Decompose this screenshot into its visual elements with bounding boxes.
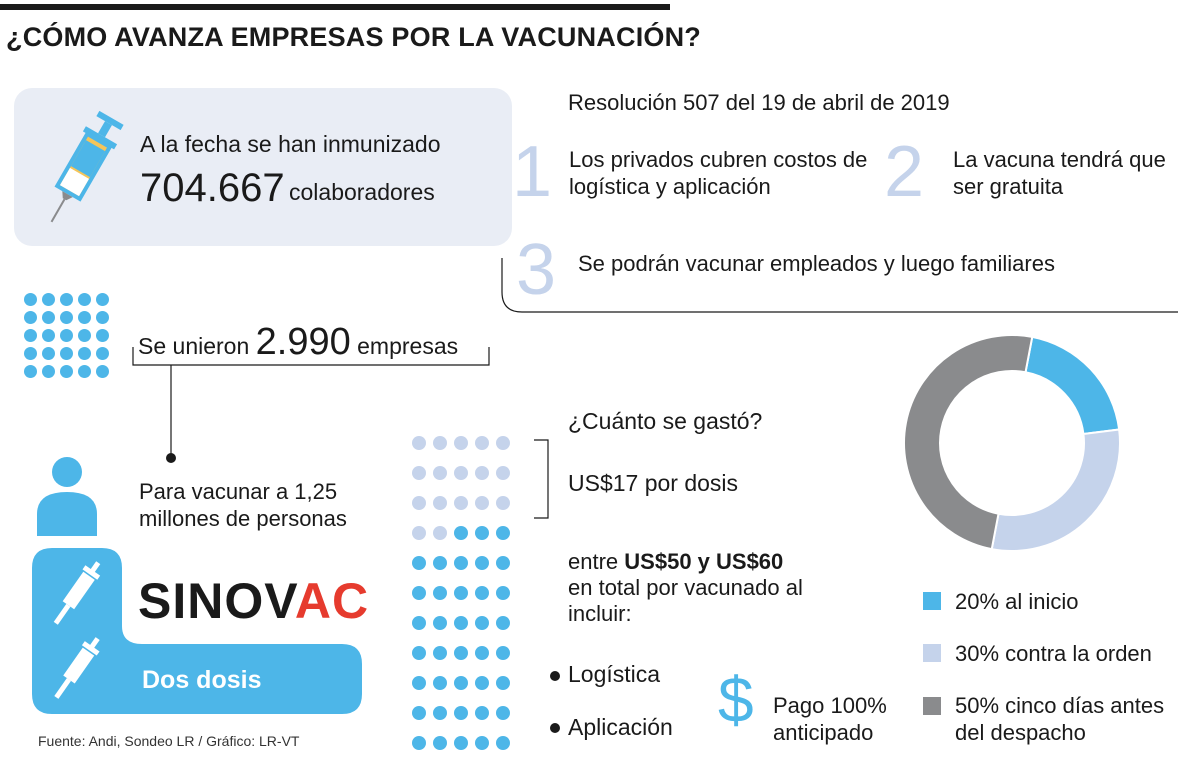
dot <box>42 365 55 378</box>
dot <box>433 706 447 720</box>
dot <box>60 311 73 324</box>
dot <box>412 466 426 480</box>
dot <box>496 616 510 630</box>
dot <box>412 706 426 720</box>
dot <box>496 556 510 570</box>
dot <box>412 676 426 690</box>
dot <box>496 736 510 750</box>
dot <box>96 329 109 342</box>
resolucion-title: Resolución 507 del 19 de abril de 2019 <box>568 90 950 115</box>
dot <box>433 736 447 750</box>
dot <box>496 646 510 660</box>
dot <box>454 586 468 600</box>
dot <box>78 293 91 306</box>
dot <box>475 616 489 630</box>
cost-total-range: US$50 y US$60 <box>624 549 784 574</box>
donut-slice-2 <box>992 429 1120 551</box>
cost-item-aplicacion: Aplicación <box>568 714 673 740</box>
point-text-1: Los privados cubren costos de logística y aplicación <box>569 147 868 199</box>
dot <box>78 311 91 324</box>
dot <box>475 646 489 660</box>
dot <box>475 556 489 570</box>
dot <box>496 466 510 480</box>
dot <box>475 586 489 600</box>
empresas-suffix: empresas <box>357 333 459 359</box>
dot <box>433 676 447 690</box>
dot <box>496 436 510 450</box>
dot <box>454 676 468 690</box>
dot <box>475 736 489 750</box>
legend-swatch-3 <box>923 697 941 715</box>
dot <box>496 706 510 720</box>
point-number-2: 2 <box>884 132 925 212</box>
dot <box>42 329 55 342</box>
empresas-number: 2.990 <box>255 321 351 363</box>
dot <box>24 365 37 378</box>
dot <box>454 466 468 480</box>
dot <box>24 293 37 306</box>
point-number-3: 3 <box>516 230 557 310</box>
logo-part-b: AC <box>294 573 370 629</box>
dot <box>60 365 73 378</box>
dot <box>78 365 91 378</box>
point-text-2: La vacuna tendrá que ser gratuita <box>953 147 1166 199</box>
sinovac-logo <box>138 572 369 630</box>
dot <box>433 466 447 480</box>
dot <box>433 436 447 450</box>
dot <box>496 526 510 540</box>
legend-swatch-2 <box>923 644 941 662</box>
companies-dot-grid <box>24 293 109 378</box>
dot <box>412 646 426 660</box>
doses-label: Dos dosis <box>142 666 262 694</box>
legend-label-2: 30% contra la orden <box>955 641 1152 666</box>
dot <box>475 526 489 540</box>
dollar-icon: $ <box>718 664 754 736</box>
dot <box>24 311 37 324</box>
person-icon <box>35 456 99 536</box>
empresas-prefix: Se unieron <box>138 333 250 359</box>
dot <box>454 496 468 510</box>
dot <box>412 556 426 570</box>
dot <box>42 311 55 324</box>
cost-per-dose: US$17 por dosis <box>568 470 739 496</box>
dot <box>96 311 109 324</box>
dot <box>433 616 447 630</box>
dot <box>412 526 426 540</box>
dot <box>454 436 468 450</box>
resolucion-underline <box>498 258 1178 318</box>
point-number-1: 1 <box>512 132 553 212</box>
cost-title: ¿Cuánto se gastó? <box>568 408 763 434</box>
inmunizados-label: A la fecha se han inmunizado <box>140 131 441 157</box>
dot <box>454 706 468 720</box>
point-text-3: Se podrán vacunar empleados y luego familiares <box>578 251 1055 276</box>
cost-total-prefix: entre <box>568 549 619 574</box>
cost-total-suffix: en total por vacunado al incluir: <box>568 575 803 626</box>
dot <box>412 736 426 750</box>
dot <box>475 496 489 510</box>
dot <box>496 496 510 510</box>
bullet-icon <box>550 671 560 681</box>
dot <box>433 496 447 510</box>
dot <box>433 526 447 540</box>
dot <box>475 436 489 450</box>
dot <box>475 676 489 690</box>
dot <box>24 329 37 342</box>
dot <box>42 347 55 360</box>
inmunizados-number: 704.667 <box>140 166 285 210</box>
source-note: Fuente: Andi, Sondeo LR / Gráfico: LR-VT <box>38 733 300 749</box>
donut-slice-1 <box>1025 337 1119 434</box>
legend-label-1: 20% al inicio <box>955 589 1079 614</box>
dot <box>412 436 426 450</box>
dot <box>60 293 73 306</box>
payment-donut-chart <box>902 333 1122 553</box>
syringe-icon <box>38 108 126 230</box>
dot <box>496 586 510 600</box>
logo-part-a: SINOV <box>138 573 295 629</box>
cost-total <box>568 549 828 627</box>
cost-item-logistica: Logística <box>568 661 661 687</box>
dot <box>412 496 426 510</box>
dot <box>454 646 468 660</box>
dot <box>96 347 109 360</box>
inmunizados-unit: colaboradores <box>289 179 435 205</box>
dot <box>475 706 489 720</box>
legend-swatch-1 <box>923 592 941 610</box>
dot <box>24 347 37 360</box>
dot <box>454 526 468 540</box>
dot <box>433 556 447 570</box>
dot <box>78 347 91 360</box>
dot <box>433 586 447 600</box>
dot <box>96 293 109 306</box>
dot <box>96 365 109 378</box>
page-title: ¿CÓMO AVANZA EMPRESAS POR LA VACUNACIÓN? <box>6 22 701 52</box>
bullet-icon <box>550 723 560 733</box>
dot <box>454 736 468 750</box>
dot <box>412 616 426 630</box>
dot <box>412 586 426 600</box>
dot <box>433 646 447 660</box>
dot <box>454 616 468 630</box>
dot <box>454 556 468 570</box>
payment-text: Pago 100% anticipado <box>773 693 887 745</box>
dot <box>78 329 91 342</box>
dot <box>60 347 73 360</box>
cost-dot-grid <box>412 436 510 750</box>
dot <box>42 293 55 306</box>
dot <box>475 466 489 480</box>
top-rule <box>0 4 670 10</box>
cost-bracket <box>532 438 552 520</box>
legend-label-3: 50% cinco días antes del despacho <box>955 693 1165 745</box>
personas-text: Para vacunar a 1,25 millones de personas <box>139 479 347 531</box>
dot <box>496 676 510 690</box>
dot <box>60 329 73 342</box>
